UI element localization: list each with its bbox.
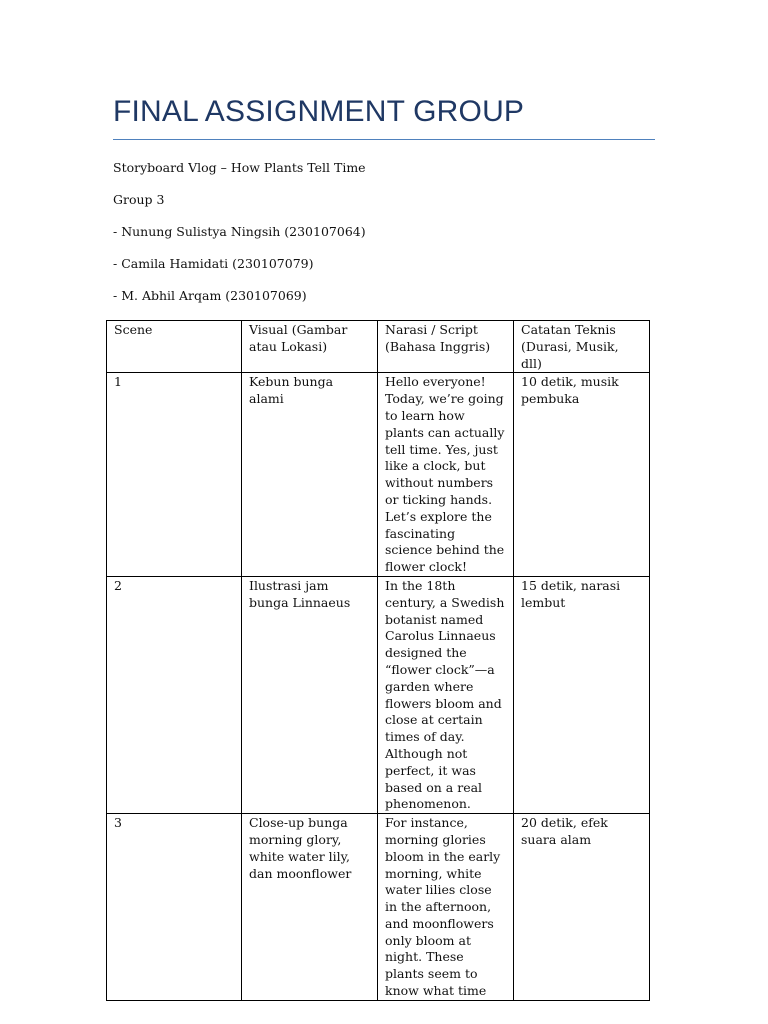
document-title: FINAL ASSIGNMENT GROUP — [113, 95, 525, 128]
header-cell-visual: Visual (Gambar atau Lokasi) — [242, 321, 378, 373]
header-cell-narration: Narasi / Script (Bahasa Inggris) — [378, 321, 514, 373]
member-line: - M. Abhil Arqam (230107069) — [113, 288, 307, 303]
visual-cell: Ilustrasi jam bunga Linnaeus — [242, 576, 378, 813]
visual-cell: Close-up bunga morning glory, white water lily, dan moonflower — [242, 814, 378, 1001]
member-line: - Nunung Sulistya Ningsih (230107064) — [113, 224, 366, 239]
table-row — [107, 814, 650, 1001]
visual-cell: Kebun bunga alami — [242, 373, 378, 577]
notes-cell: 10 detik, musik pembuka — [514, 373, 650, 577]
member-line: - Camila Hamidati (230107079) — [113, 256, 314, 271]
table-row — [107, 373, 650, 577]
document-subtitle: Storyboard Vlog – How Plants Tell Time — [113, 160, 366, 175]
title-underline — [113, 139, 655, 140]
header-cell-scene: Scene — [107, 321, 242, 373]
notes-cell: 15 detik, narasi lembut — [514, 576, 650, 813]
storyboard-table — [106, 320, 650, 1001]
header-cell-notes: Catatan Teknis (Durasi, Musik, dll) — [514, 321, 650, 373]
table-row — [107, 576, 650, 813]
table-header-row — [107, 321, 650, 373]
narration-cell: In the 18th century, a Swedish botanist named Carolus Linnaeus designed the “flower clock”—a garden where flowers bloom and close at certain times of day. Although not perfect, it was based on a real phenomenon. — [378, 576, 514, 813]
narration-cell: Hello everyone! Today, we’re going to learn how plants can actually tell time. Yes, just like a clock, but without numbers or ticking hands. Let’s explore the fascinating science behind the flower clock! — [378, 373, 514, 577]
scene-cell: 1 — [107, 373, 242, 577]
notes-cell: 20 detik, efek suara alam — [514, 814, 650, 1001]
scene-cell: 2 — [107, 576, 242, 813]
group-label: Group 3 — [113, 192, 165, 207]
scene-cell: 3 — [107, 814, 242, 1001]
narration-cell: For instance, morning glories bloom in the early morning, white water lilies close in the afternoon, and moonflowers only bloom at night. These plants seem to know what time — [378, 814, 514, 1001]
